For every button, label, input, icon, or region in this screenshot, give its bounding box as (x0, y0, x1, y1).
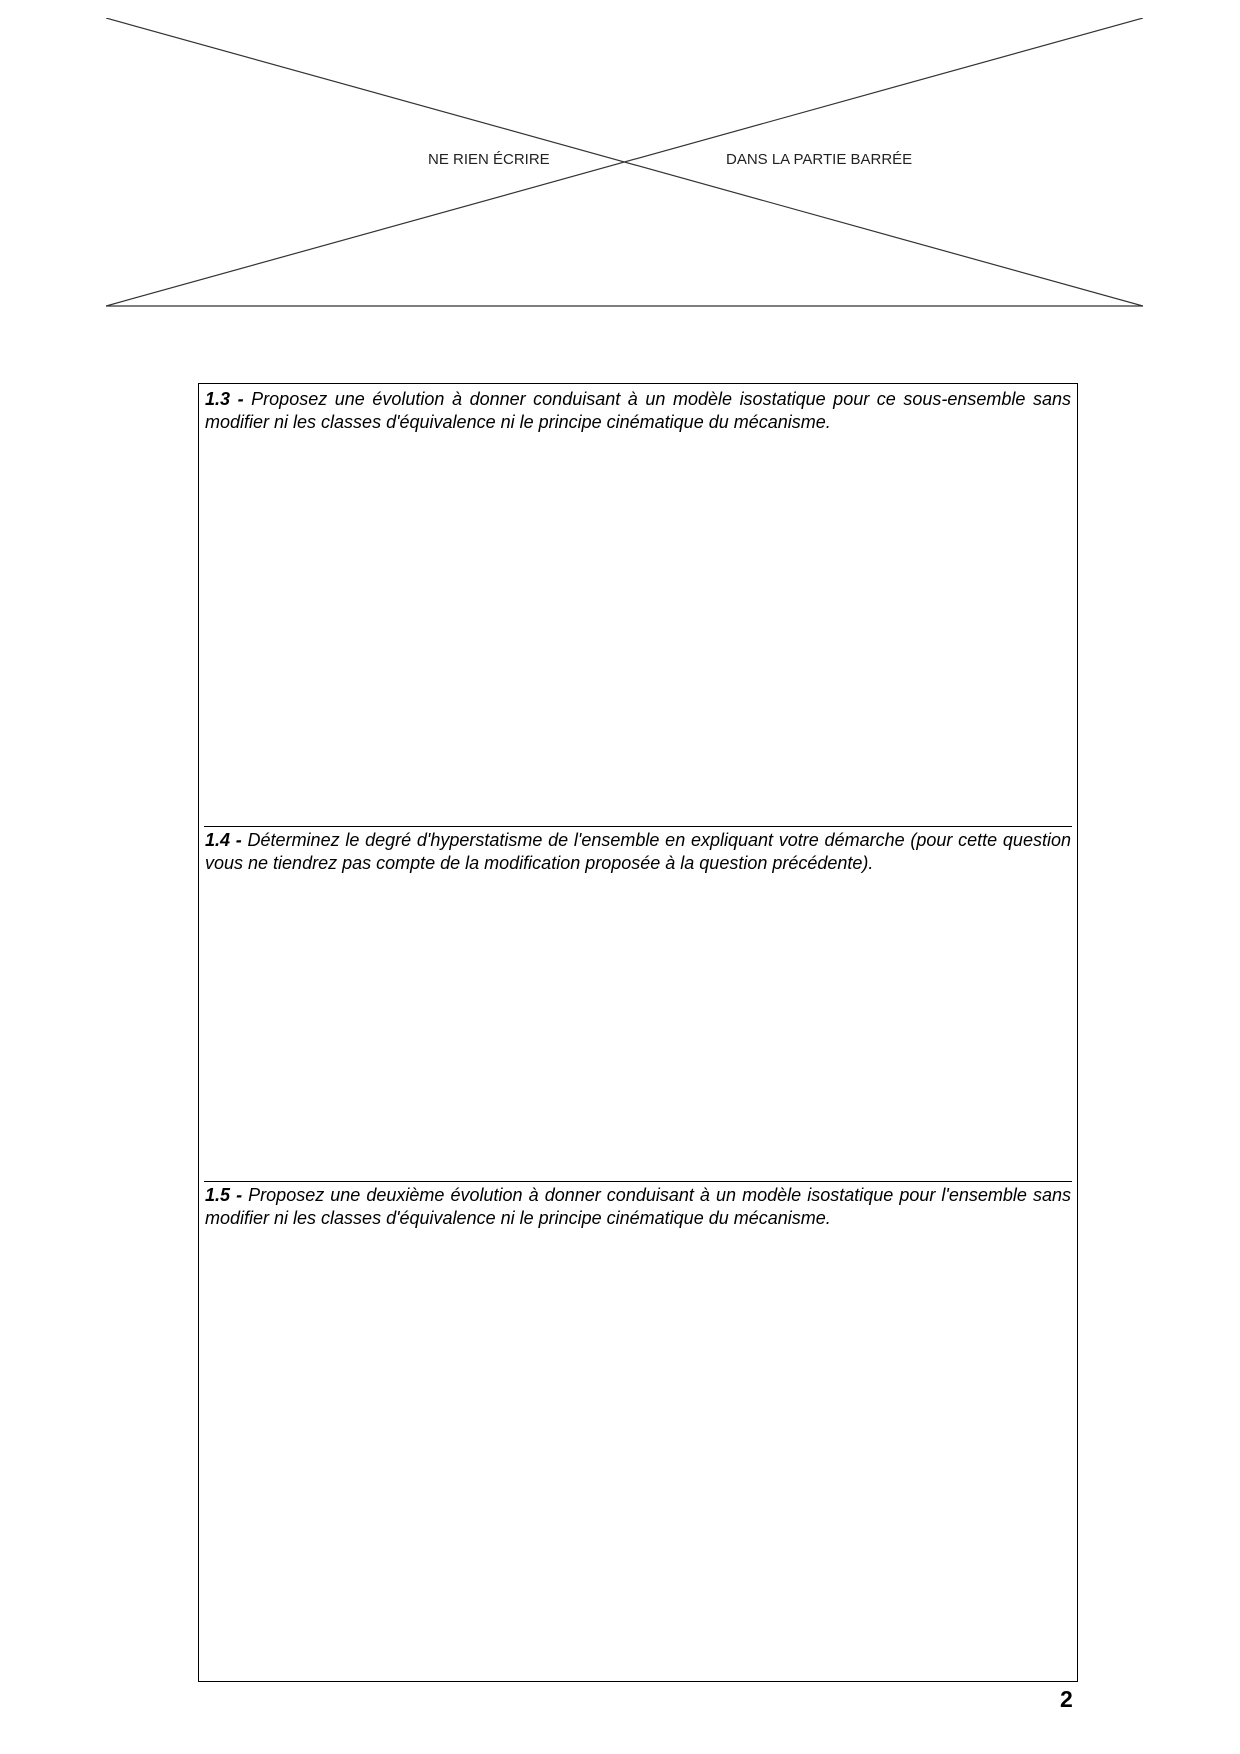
question-text: Déterminez le degré d'hyperstatisme de l'ensemble en expliquant votre démarche (pour cette question vous ne tiendrez pas compte de la modification proposée à la question précédente). (205, 830, 1071, 873)
answer-frame (198, 383, 1078, 1682)
question-1-4 (205, 829, 1071, 875)
barred-zone-label-left: NE RIEN ÉCRIRE (428, 151, 550, 168)
question-number: 1.3 - (205, 389, 244, 409)
barred-zone-cross (106, 18, 1143, 308)
question-text: Proposez une deuxième évolution à donner conduisant à un modèle isostatique pour l'ensemble sans modifier ni les classes d'équivalence ni le principe cinématique du mécanisme. (205, 1185, 1071, 1228)
question-number: 1.5 - (205, 1185, 243, 1205)
page-number: 2 (1060, 1686, 1073, 1712)
question-text: Proposez une évolution à donner conduisant à un modèle isostatique pour ce sous-ensemble sans modifier ni les classes d'équivalence ni le principe cinématique du mécanisme. (205, 389, 1071, 432)
question-1-5 (205, 1184, 1071, 1230)
section-divider (204, 826, 1072, 827)
question-1-3 (205, 388, 1071, 434)
section-divider (204, 1181, 1072, 1182)
question-number: 1.4 - (205, 830, 242, 850)
barred-zone (106, 18, 1143, 308)
barred-zone-label-right: DANS LA PARTIE BARRÉE (726, 151, 913, 168)
